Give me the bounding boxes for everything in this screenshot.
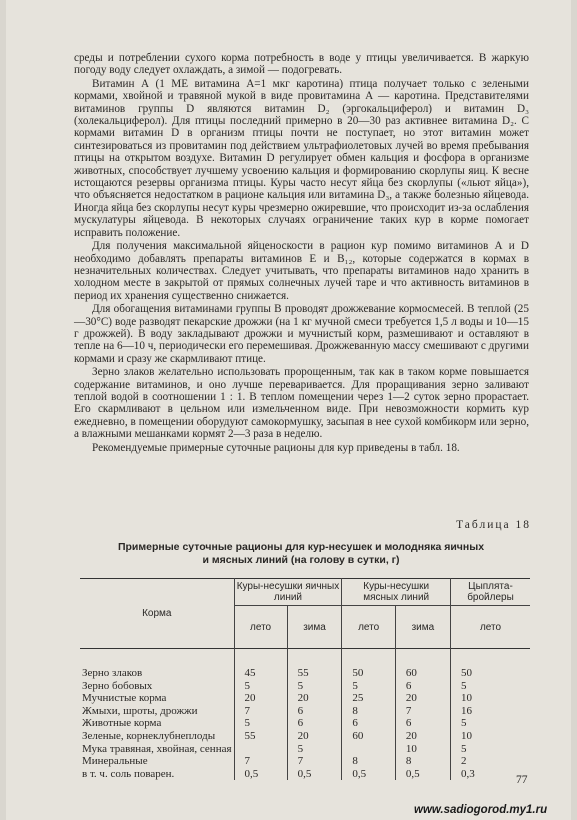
value-cell: 0,5 — [287, 768, 342, 781]
value-cell: 5 — [450, 717, 530, 730]
value-cell: 0,5 — [234, 768, 287, 781]
watermark-url: www.sadiogorod.my1.ru — [414, 804, 548, 816]
value-cell: 0,3 — [450, 768, 530, 781]
value-cell: 50 — [450, 649, 530, 680]
value-cell: 0,5 — [395, 768, 450, 781]
value-cell: 50 — [342, 649, 395, 680]
value-cell: 20 — [234, 692, 287, 705]
value-cell: 55 — [234, 730, 287, 743]
value-cell: 10 — [395, 743, 450, 756]
book-page — [6, 0, 571, 820]
value-cell: 20 — [287, 692, 342, 705]
table-row — [80, 768, 530, 781]
value-cell: 0,5 — [342, 768, 395, 781]
value-cell: 10 — [450, 692, 530, 705]
paragraph: Рекомендуемые примерные суточные рационы для кур приведены в табл. 18. — [92, 441, 460, 454]
value-cell: 7 — [395, 705, 450, 718]
column-header-feed: Корма — [142, 608, 172, 619]
value-cell: 5 — [287, 680, 342, 693]
value-cell: 20 — [287, 730, 342, 743]
paragraph: Для получения максимальной яйценоскости в рацион кур помимо витаминов А и D необходимо добавлять препараты витаминов Е и B₁₂, которые содержатся в кормах в незначительных количествах. Следует учитывать, что препараты витаминов надо хранить в холодном месте в закрытой от прямых солнечных лучей таре и что активность витаминов в период их хранения существенно снижается. — [74, 240, 529, 302]
value-cell: 6 — [287, 705, 342, 718]
value-cell: 8 — [395, 755, 450, 768]
feed-name-cell: Животные корма — [82, 717, 162, 730]
table-row — [80, 649, 530, 680]
value-cell — [342, 743, 395, 756]
value-cell — [234, 743, 287, 756]
season-header: лето — [234, 606, 287, 649]
page-number: 77 — [516, 774, 528, 786]
table-row — [80, 705, 530, 718]
table-row — [80, 680, 530, 693]
value-cell: 60 — [395, 649, 450, 680]
value-cell: 5 — [342, 680, 395, 693]
paragraph: Зерно злаков желательно использовать пророщенным, так как в таком корме повышается содержание витаминов, и оно лучше переваривается. Для проращивания зерно заливают теплой водой в соотношении 1 : 1. В теплом помещении через 1—2 суток зерно прорастает. Его скармливают в цельном или измельченном виде. При невозможности кормить кур ежедневно, в помещении оборудуют самокормушку, засыпая в нее сухой комбикорм или зерно, а влажными мешанками кормят 2—3 раза в неделю. — [74, 366, 529, 441]
value-cell: 7 — [234, 755, 287, 768]
value-cell: 10 — [450, 730, 530, 743]
paragraph: Для обогащения витаминами группы В проводят дрожжевание кормосмесей. В теплой (25—30°С) воде разводят пекарские дрожжи (на 1 кг мучной смеси требуется 1,5 л воды и 10—15 г дрожжей). В воду закладывают дрожжи и мучнистый корм, размешивают и оставляют в тепле на 6—10 ч, периодически его перемешивая. Дрожжеванную массу смешивают с другими кормами и сразу же скармливают птице. — [74, 303, 529, 365]
value-cell: 6 — [395, 680, 450, 693]
value-cell: 5 — [450, 743, 530, 756]
value-cell: 6 — [342, 717, 395, 730]
table-row — [80, 743, 530, 756]
feed-name-cell: Мучнистые корма — [82, 692, 167, 705]
value-cell: 8 — [342, 755, 395, 768]
value-cell: 7 — [234, 705, 287, 718]
value-cell: 8 — [342, 705, 395, 718]
feed-name-cell: Жмыхи, шроты, дрожжи — [82, 704, 198, 717]
value-cell: 7 — [287, 755, 342, 768]
season-header: лето — [450, 606, 530, 649]
value-cell: 5 — [450, 680, 530, 693]
value-cell: 2 — [450, 755, 530, 768]
season-header: зима — [395, 606, 450, 649]
ration-table — [80, 578, 530, 780]
value-cell: 25 — [342, 692, 395, 705]
column-group-header: Цыплята-бройлеры — [450, 579, 530, 606]
table-row — [80, 692, 530, 705]
table-row — [80, 717, 530, 730]
value-cell: 16 — [450, 705, 530, 718]
feed-name-cell: Зерно злаков — [82, 667, 143, 679]
value-cell: 20 — [395, 730, 450, 743]
feed-name-cell: Минеральные — [82, 755, 148, 768]
value-cell: 20 — [395, 692, 450, 705]
value-cell: 5 — [234, 717, 287, 730]
season-header: лето — [342, 606, 395, 649]
feed-name-cell: Мука травяная, хвойная, сенная — [82, 742, 232, 755]
feed-name-cell: Зерно бобовых — [82, 679, 153, 692]
value-cell: 55 — [287, 649, 342, 680]
feed-name-cell: Зеленые, корнеклубнеплоды — [82, 729, 216, 742]
table-row — [80, 755, 530, 768]
value-cell: 5 — [234, 680, 287, 693]
table-label: Таблица 18 — [456, 519, 531, 531]
season-header: зима — [287, 606, 342, 649]
column-group-header: Куры-несушки мясных линий — [342, 579, 451, 606]
body-text — [74, 52, 529, 455]
column-group-header: Куры-несушки яичных линий — [234, 579, 342, 606]
value-cell: 6 — [287, 717, 342, 730]
table-body — [80, 649, 530, 781]
value-cell: 60 — [342, 730, 395, 743]
feed-name-cell: в т. ч. соль поварен. — [82, 767, 175, 780]
table-title: Примерные суточные рационы для кур-несушек и молодняка яичных и мясных линий (на голову в сутки, г) — [117, 541, 485, 566]
value-cell: 45 — [234, 649, 287, 680]
paragraph: среды и потреблении сухого корма потребность в воде у птицы увеличивается. В жаркую погоду воду следует охлаждать, а зимой — подогревать. — [74, 52, 529, 77]
value-cell: 5 — [287, 743, 342, 756]
table-row — [80, 730, 530, 743]
value-cell: 6 — [395, 717, 450, 730]
paragraph: Витамин А (1 МЕ витамина А=1 мкг каротина) птица получает только с зелеными кормами, хвойной и травяной мукой в виде провитамина А — каротина. Представителями витаминов группы D являются витамин D₂ (эргокальциферол) и витамин D₃ (холекальциферол). Для птицы последний примерно в 20—30 раз активнее витамина D₂. С кормами витамин D в организм птицы почти не поступает, но этот витамин может синтезироваться из провитамин под действием ультрафиолетовых лучей во время пребывания птицы на открытом воздухе. Витамин D регулирует обмен кальция и фосфора в организме животных, способствует лучшему усвоению кальция и формированию скорлупы яиц. К весне истощаются резервы организма птицы. Куры часто несут яйца без скорлупы («льют яйца»), что объясняется недостатком в рационе кальция или витамина D₃, а также болезнью яйцевода. Иногда яйца без скорлупы несут куры чрезмерно ожиревшие, что происходит из-за ослабления мускулатуры яйцевода. В некоторых случаях ограничение таких кур в корме помогает исправить положение. — [74, 77, 529, 239]
